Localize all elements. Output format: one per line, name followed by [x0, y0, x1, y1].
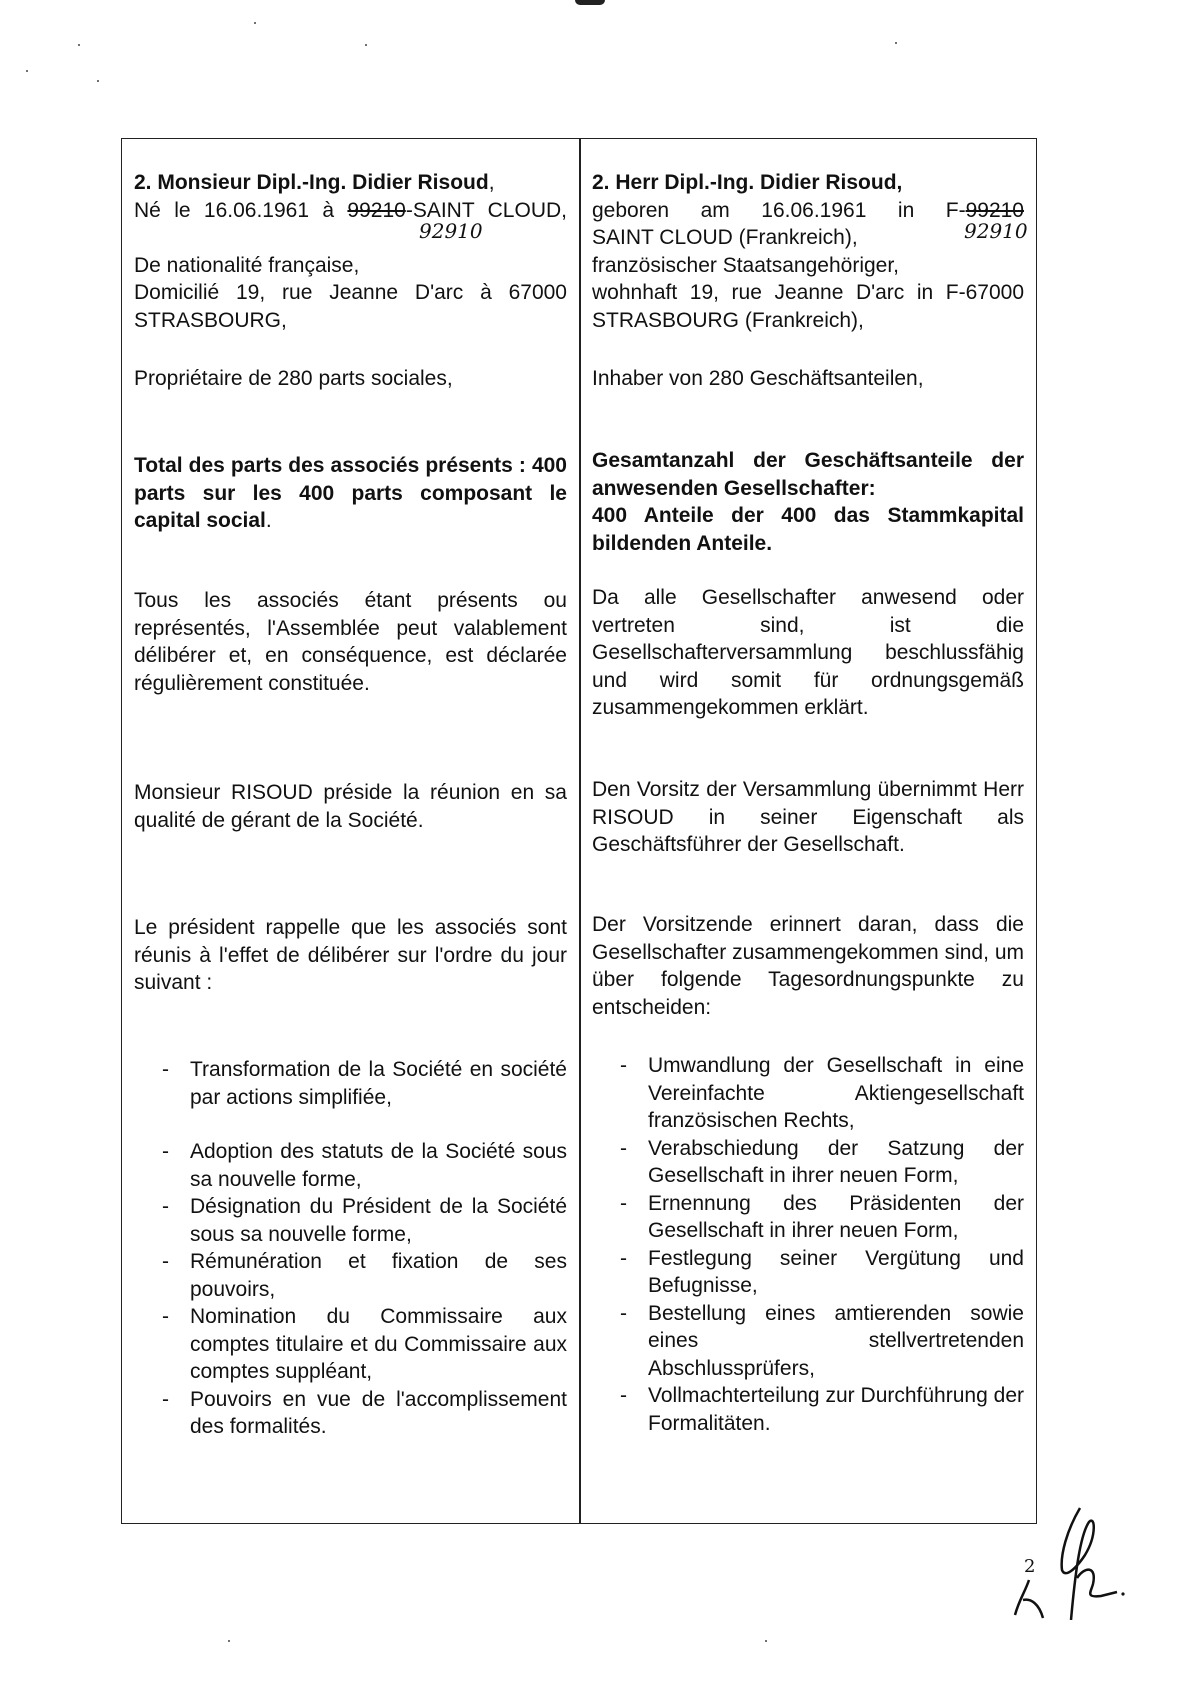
fr-agenda-item: - Rémunération et fixation de ses pouvoirs,	[162, 1250, 567, 1301]
de-struck-postcode: 99210	[965, 198, 1024, 222]
scan-speck	[97, 80, 99, 82]
fr-agenda-intro: Le président rappelle que les associés sont réunis à l'effet de délibérer sur l'ordre du jour suivant :	[134, 916, 567, 994]
de-person-heading: 2. Herr Dipl.-Ing. Didier Risoud,	[592, 171, 903, 194]
de-person-block: 2. Herr Dipl.-Ing. Didier Risoud, geboren am 16.06.1961 in F-99210 SAINT CLOUD (Frankreich), französischer Staatsangehöriger, wohnhaft 19, rue Jeanne D'arc in F-67000 STRASBOURG (Frankreich),	[592, 169, 1024, 334]
de-handwritten-postcode: 92910	[964, 219, 1028, 243]
fr-nationality: De nationalité française,	[134, 253, 360, 277]
de-total-shares: Gesamtanzahl der Geschäftsanteile der anwesenden Gesellschafter: 400 Anteile der 400 das Stammkapital bildenden Anteile.	[592, 449, 1024, 555]
fr-agenda-item: - Pouvoirs en vue de l'accomplissement des formalités.	[162, 1387, 567, 1438]
de-nationality: französischer Staatsangehöriger,	[592, 253, 900, 277]
fr-agenda-list	[162, 1056, 567, 1441]
de-shares: Inhaber von 280 Geschäftsanteilen,	[592, 367, 924, 390]
fr-person-block: 2. Monsieur Dipl.-Ing. Didier Risoud, Né le 16.06.1961 à 99210-SAINT CLOUD, De nationalité française, Domicilié 19, rue Jeanne D'arc à 67000 STRASBOURG,	[134, 169, 567, 334]
scan-mark	[575, 0, 605, 5]
page-number: 2	[1024, 1556, 1036, 1577]
de-agenda-item: - Verabschiedung der Satzung der Gesellschaft in ihrer neuen Form,	[620, 1136, 1024, 1187]
de-agenda-item: - Festlegung seiner Vergütung und Befugnisse,	[620, 1246, 1024, 1297]
initials-signature	[1005, 1500, 1135, 1620]
scan-speck	[26, 70, 28, 72]
scan-speck	[765, 1640, 767, 1642]
fr-born-line: Né le 16.06.1961 à 99210-SAINT CLOUD,	[134, 198, 567, 222]
fr-agenda-item: - Désignation du Président de la Société sous sa nouvelle forme,	[162, 1195, 567, 1246]
de-agenda-item: - Ernennung des Präsidenten der Gesellschaft in ihrer neuen Form,	[620, 1191, 1024, 1242]
de-agenda-item: - Umwandlung der Gesellschaft in eine Vereinfachte Aktiengesellschaft französischen Rechts,	[620, 1054, 1024, 1132]
fr-agenda-item: - Adoption des statuts de la Société sous sa nouvelle forme,	[162, 1140, 567, 1191]
de-agenda-item: - Vollmachterteilung zur Durchführung der Formalitäten.	[620, 1384, 1024, 1435]
fr-handwritten-postcode: 92910	[419, 219, 483, 243]
scan-speck	[228, 1640, 230, 1642]
scan-speck	[254, 22, 256, 24]
de-born-line: geboren am 16.06.1961 in F-99210	[592, 198, 1024, 222]
de-agenda-intro: Der Vorsitzende erinnert daran, dass die Gesellschafter zusammengekommen sind, um über folgende Tagesordnungspunkte zu entscheiden:	[592, 913, 1024, 1019]
de-address: wohnhaft 19, rue Jeanne D'arc in F-67000 STRASBOURG (Frankreich),	[592, 281, 1024, 332]
fr-shares: Propriétaire de 280 parts sociales,	[134, 367, 453, 390]
fr-quorum: Tous les associés étant présents ou représentés, l'Assemblée peut valablement délibérer et, en conséquence, est déclarée régulièrement constituée.	[134, 589, 567, 695]
de-quorum: Da alle Gesellschafter anwesend oder vertreten sind, ist die Gesellschafterversammlung beschlussfähig und wird somit für ordnungsgemäß zusammengekommen erklärt.	[592, 586, 1024, 719]
de-agenda-item: - Bestellung eines amtierenden sowie eines stellvertretenden Abschlussprüfers,	[620, 1301, 1024, 1380]
french-column	[134, 139, 567, 1523]
fr-address: Domicilié 19, rue Jeanne D'arc à 67000 STRASBOURG,	[134, 281, 567, 332]
de-chair: Den Vorsitz der Versammlung übernimmt Herr RISOUD in seiner Eigenschaft als Geschäftsführer der Gesellschaft.	[592, 778, 1024, 856]
fr-chair: Monsieur RISOUD préside la réunion en sa qualité de gérant de la Société.	[134, 781, 567, 832]
de-agenda-list	[620, 1052, 1024, 1437]
scan-speck	[365, 44, 367, 46]
fr-agenda-item: - Nomination du Commissaire aux comptes titulaire et du Commissaire aux comptes suppléant,	[162, 1305, 567, 1383]
bilingual-table	[121, 138, 1037, 1524]
fr-person-heading: 2. Monsieur Dipl.-Ing. Didier Risoud	[134, 171, 489, 194]
scan-speck	[78, 44, 80, 46]
column-divider	[579, 139, 581, 1523]
german-column	[592, 139, 1028, 1523]
fr-agenda-item: - Transformation de la Société en société par actions simplifiée,	[162, 1058, 567, 1109]
fr-total-shares: Total des parts des associés présents : 400 parts sur les 400 parts composant le capital social.	[134, 454, 567, 532]
fr-struck-postcode: 99210	[347, 198, 406, 222]
scan-speck	[895, 42, 897, 44]
